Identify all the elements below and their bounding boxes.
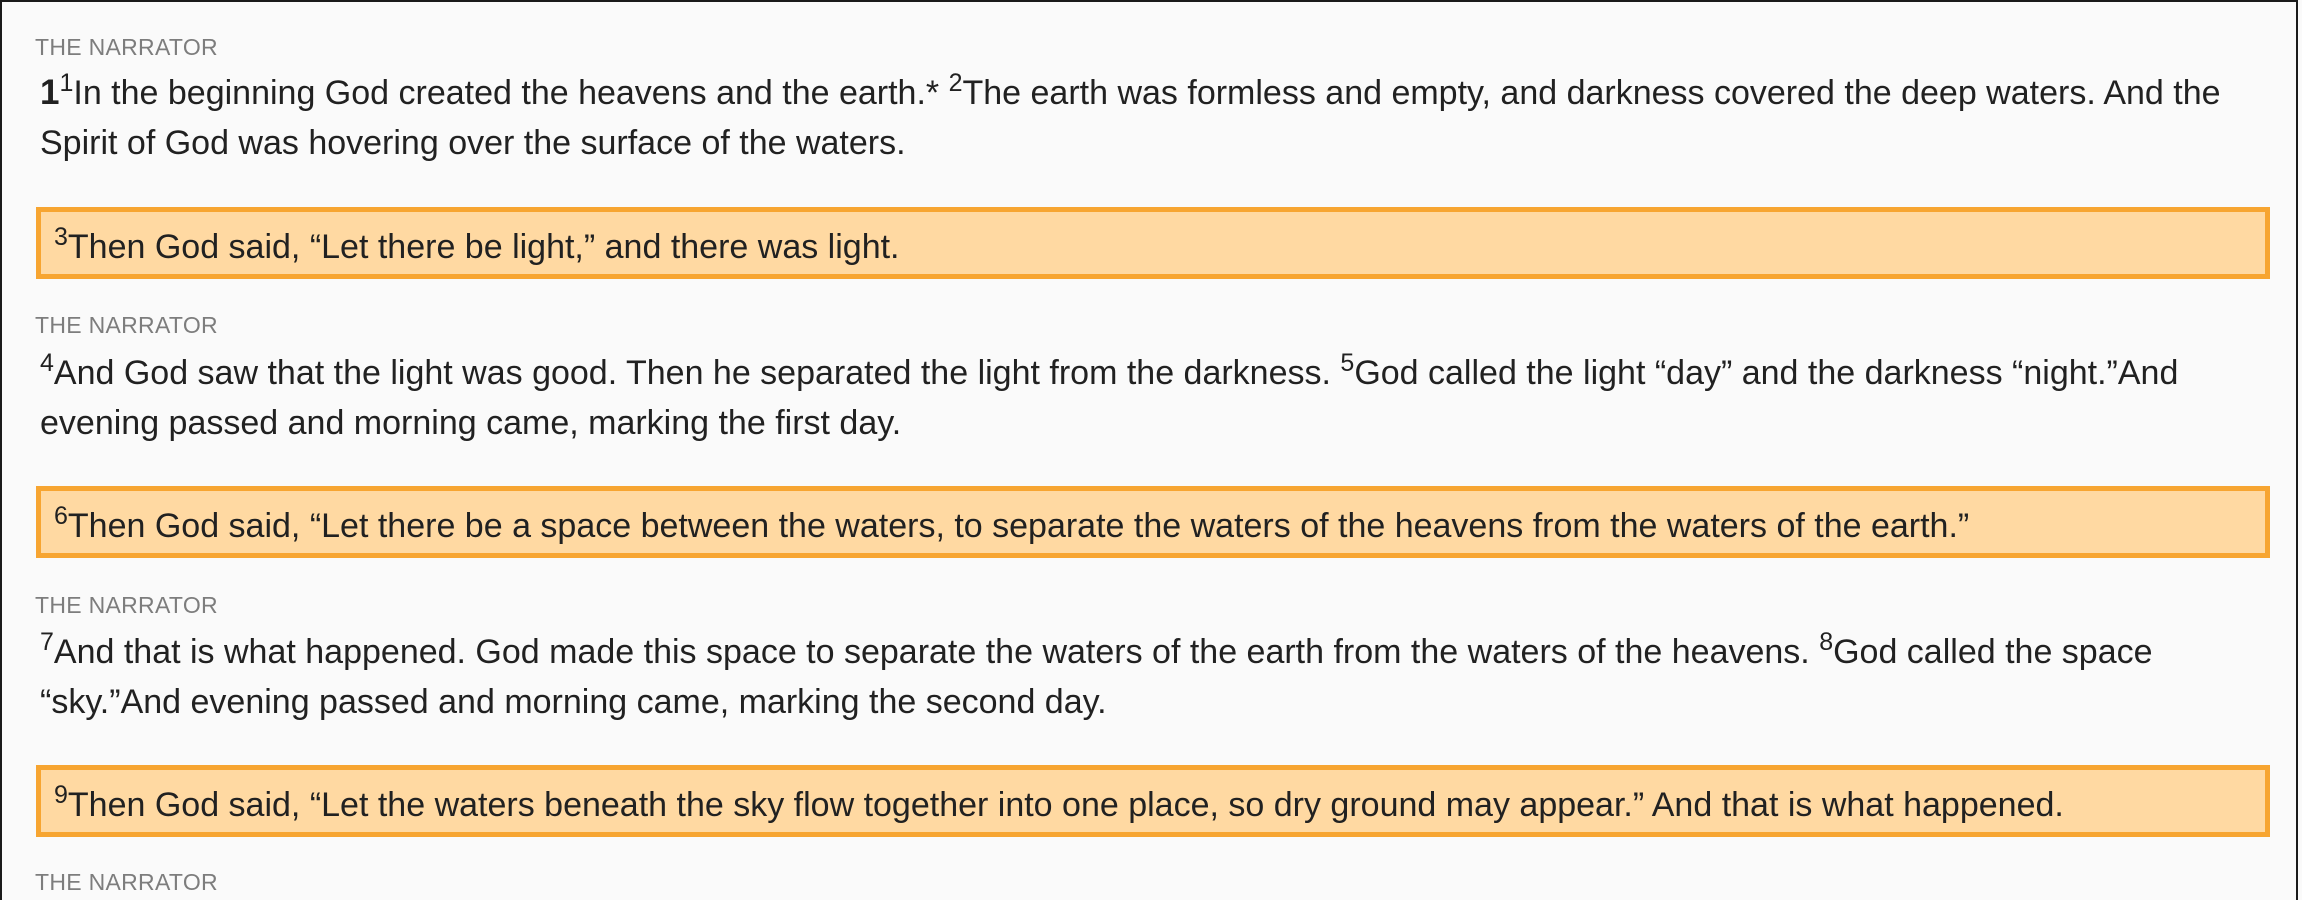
verse-number: 3 [54, 223, 68, 251]
verse-text: Then God said, “Let there be light,” and there was light. [67, 228, 900, 266]
verse-number: 9 [54, 781, 68, 809]
quote-highlight[interactable] [36, 207, 2270, 279]
verse-number: 8 [1819, 628, 1834, 656]
verse-text: God called the space “sky.”And evening passed and morning came, marking the second day. [40, 633, 2153, 721]
speaker-label: THE NARRATOR [35, 312, 218, 338]
chapter-number: 1 [40, 73, 60, 112]
speaker-label: THE NARRATOR [35, 592, 218, 618]
narration-paragraph [40, 348, 2270, 448]
verse-text: Then God said, “Let the waters beneath the sky flow together into one place, so dry ground may appear.” And that is what happened. [67, 786, 2064, 824]
verse-number: 7 [40, 628, 54, 656]
verse-text: And God saw that the light was good. Then he separated the light from the darkness. [53, 354, 1341, 392]
speaker-label: THE NARRATOR [35, 869, 218, 895]
verse-number: 2 [948, 69, 963, 97]
verse-number: 1 [59, 69, 74, 97]
verse-text: Then God said, “Let there be a space between the waters, to separate the waters of the heavens from the waters of the earth.” [67, 507, 1970, 545]
verse-text: And that is what happened. God made this space to separate the waters of the earth from the waters of the heavens. [53, 633, 1820, 671]
verse-text: The earth was formless and empty, and darkness covered the deep waters. And the Spirit of God was hovering over the surface of the waters. [40, 74, 2221, 162]
verse-number: 5 [1340, 349, 1355, 377]
verse-text: In the beginning God created the heavens and the earth.* [73, 74, 949, 112]
quote-highlight[interactable] [36, 486, 2270, 558]
narration-paragraph [40, 627, 2270, 727]
verse-number: 4 [40, 349, 54, 377]
narration-paragraph [40, 68, 2270, 168]
verse-text: God called the light “day” and the darkness “night.”And evening passed and morning came, marking the first day. [40, 354, 2179, 442]
verse-number: 6 [54, 502, 68, 530]
quote-highlight[interactable] [36, 765, 2270, 837]
speaker-label: THE NARRATOR [35, 34, 218, 60]
